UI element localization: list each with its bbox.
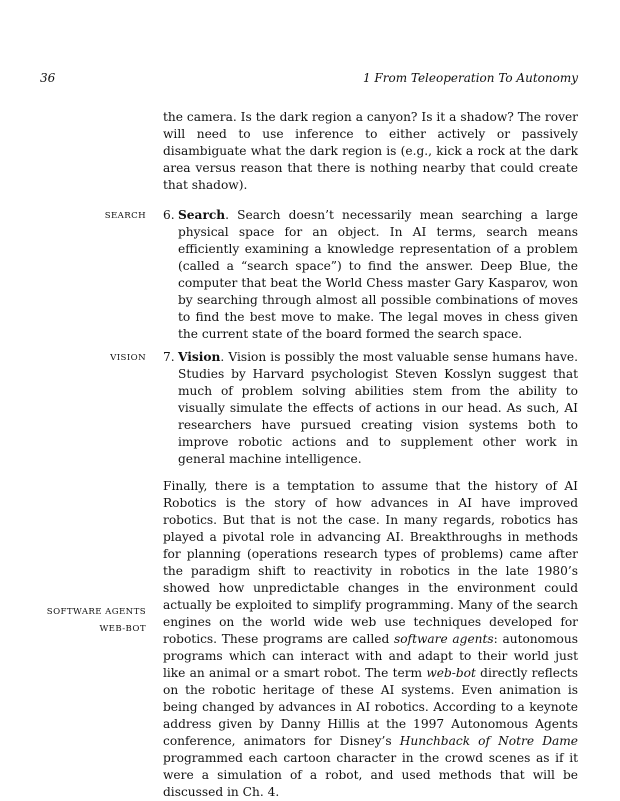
list-item-search: [163, 207, 578, 343]
intro-continuation: [163, 109, 578, 194]
term-software-agents: software agents: [393, 632, 494, 646]
closing-text-4: programmed each cartoon character in the crowd scenes as if it were a simulation of a robot, and used methods that will be discussed in Ch. 4.: [163, 751, 578, 799]
item-number: 6.: [163, 208, 175, 222]
margin-note-web-bot: WEB-BOT: [99, 624, 146, 634]
term-hunchback: Hunchback of Notre Dame: [399, 734, 578, 748]
page-number: 36: [40, 71, 56, 85]
margin-note-software-agents: SOFTWARE AGENTS: [46, 607, 146, 617]
page-header: [40, 71, 578, 89]
item-text: . Search doesn’t necessarily mean searching a large physical space for an object. In AI terms, search means efficiently examining a knowledge representation of a problem (called a “search space”) to find the answer. Deep Blue, the computer that beat the World Chess master Gary Kasparov, won by searching through almost all possible combinations of moves to find the best move to make. The legal moves in chess given the current state of the board formed the search space.: [178, 208, 578, 341]
margin-note-vision: VISION: [110, 353, 146, 363]
item-title: Search: [178, 208, 226, 222]
closing-text-2: : autonomous programs which can interact with and adapt to their world just like an animal or a smart robot. The term: [163, 632, 578, 680]
item-title: Vision: [178, 350, 221, 364]
closing-paragraph: [163, 478, 578, 801]
closing-text-1: Finally, there is a temptation to assume that the history of AI Robotics is the story of how advances in AI have improved robotics. But that is not the case. In many regards, robotics has played a pivotal role in advancing AI. Breakthroughs in methods for planning (operations research types of problems) came after the paradigm shift to reactivity in robotics in the late 1980’s showed how unpredictable changes in the environment could actually be exploited to simplify programming. Many of the search engines on the world wide web use techniques developed for robotics. These programs are called: [163, 479, 578, 646]
intro-paragraph: the camera. Is the dark region a canyon? Is it a shadow? The rover will need to use inference to either actively or passively disambiguate what the dark region is (e.g., kick a rock at the dark area versus reason that there is nothing nearby that could create that shadow).: [163, 110, 578, 192]
list-item-vision: [163, 349, 578, 468]
closing-text-3: directly reflects on the robotic heritage of these AI systems. Even animation is being changed by advances in AI robotics. According to a keynote address given by Danny Hillis at the 1997 Autonomous Agents conference, animators for Disney’s: [163, 666, 578, 748]
margin-note-search: SEARCH: [104, 211, 146, 221]
term-web-bot: web-bot: [426, 666, 476, 680]
item-text: . Vision is possibly the most valuable sense humans have. Studies by Harvard psychologist Steven Kosslyn suggest that much of problem solving abilities stem from the ability to visually simulate the effects of actions in our head. As such, AI researchers have pursued creating vision systems both to improve robotic actions and to supplement other work in general machine intelligence.: [178, 350, 578, 466]
running-head: 1 From Teleoperation To Autonomy: [362, 71, 578, 85]
item-number: 7.: [163, 350, 175, 364]
